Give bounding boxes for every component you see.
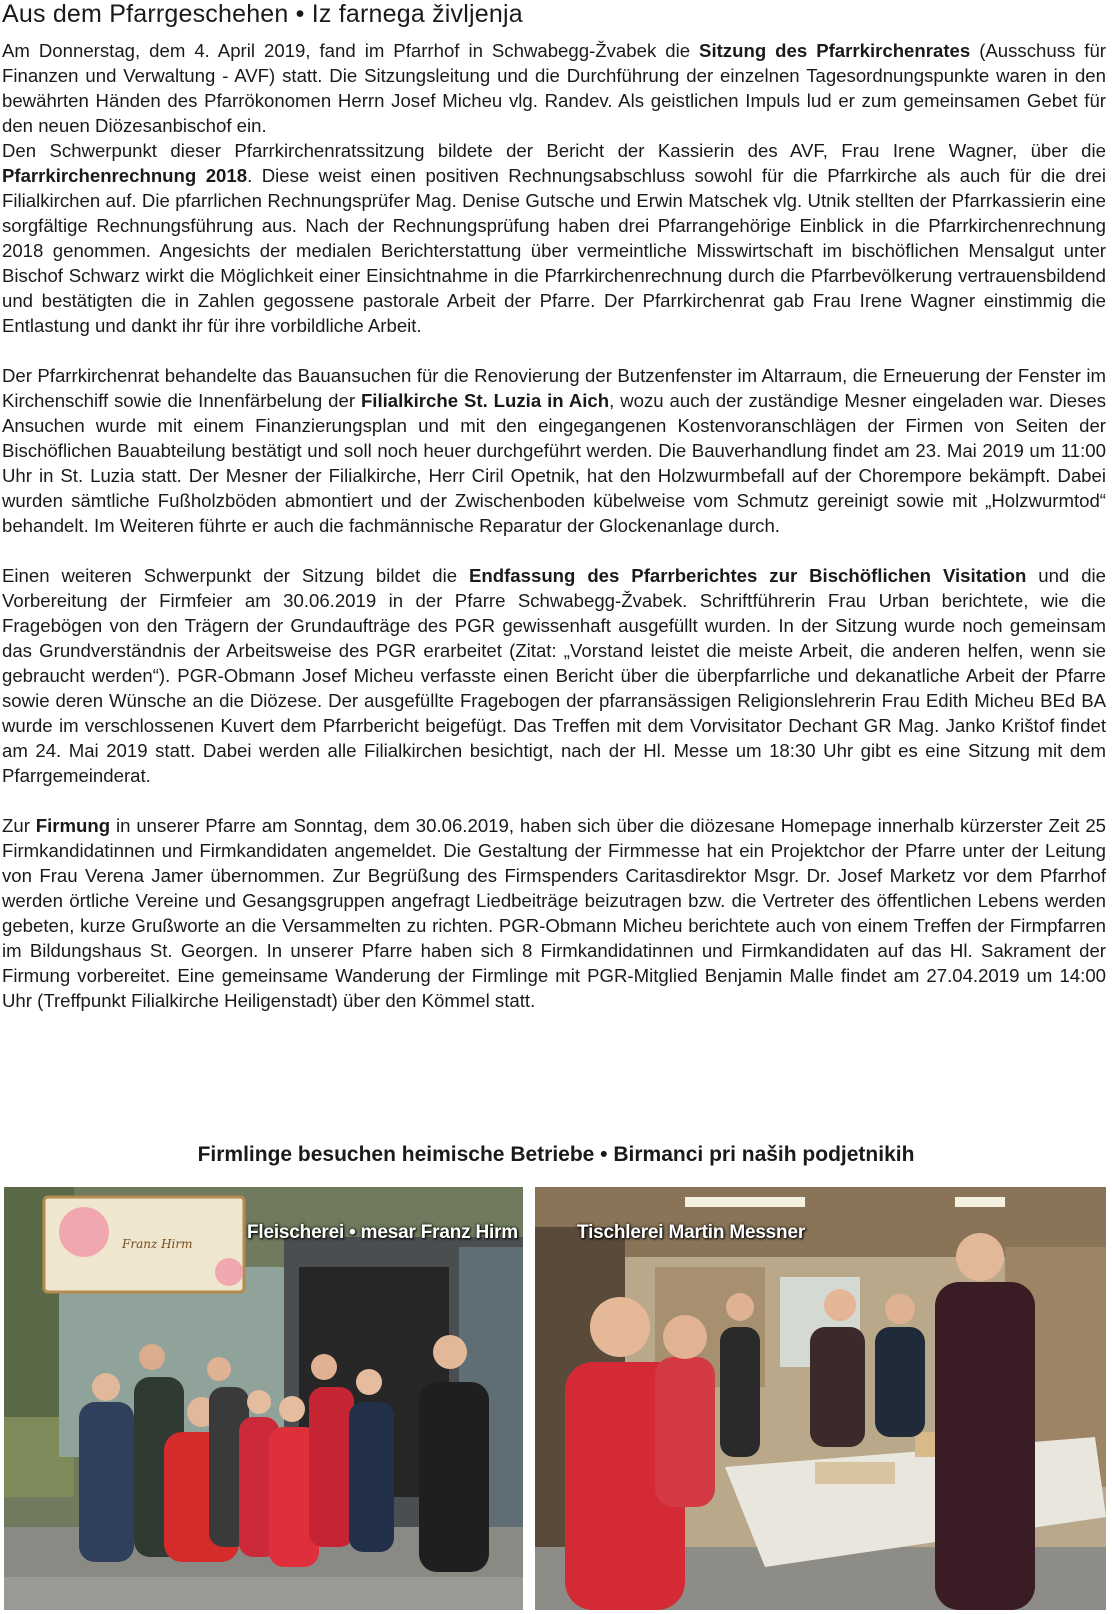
caption-butcher: Fleischerei • mesar Franz Hirm	[247, 1222, 518, 1243]
bold-run: Sitzung des Pfarrkirchenrates	[699, 40, 971, 61]
paragraph-visitation	[2, 563, 1106, 788]
caption-carpentry: Tischlerei Martin Messner	[577, 1222, 806, 1243]
text-run: Den Schwerpunkt dieser Pfarrkirchenratssitzung bildete der Bericht der Kassierin des AVF, Frau Irene Wagner, über die	[2, 140, 1106, 161]
shop-sign-text: Franz Hirm	[122, 1237, 193, 1251]
photos-section-title: Firmlinge besuchen heimische Betriebe • Birmanci pri naših podjetnikih	[197, 1143, 915, 1166]
text-run: Einen weiteren Schwerpunkt der Sitzung bildet die	[2, 565, 469, 586]
text-run: und die Vorbereitung der Firmfeier am 30.06.2019 in der Pfarre Schwabegg-Žvabek. Schriftführerin Frau Urban berichtete, wie die Fragebögen von den Trägern der Grundaufträge des PGR gewissenhaft ausgefüllt wurden. In der Sitzung wurde noch gemeinsam das Grundverständnis der Arbeitsweise des PGR erarbeitet (Zitat: „Vorstand leistet die meiste Arbeit, die anderen helfen, wenn sie gebraucht werden“). PGR-Obmann Josef Micheu verfasste einen Bericht über die überpfarrliche und dekanatliche Arbeit der Pfarre sowie deren Wünsche an die Diözese. Der ausgefüllte Fragebogen der pfarransässigen Religionslehrerin Frau Edith Micheu BEd BA wurde im verschlossenen Kuvert dem Pfarrbericht beigefügt. Das Treffen mit dem Vorvisitator Dechant GR Mag. Janko Krištof findet am 24. Mai 2019 statt. Dabei werden alle Filialkirchen besichtigt, nach der Hl. Messe um 18:30 Uhr gibt es eine Sitzung mit dem Pfarrgemeinderat.	[2, 565, 1107, 786]
paragraph-confirmation	[2, 813, 1106, 1013]
bold-run: Pfarrkirchenrechnung 2018	[2, 165, 248, 186]
carpentry-workshop-illustration	[535, 1187, 1106, 1610]
text-run: Der Pfarrkirchenrat behandelte das Bauansuchen für die Renovierung der Butzenfenster im Altarraum, die Erneuerung der Fenster im Kirchenschiff sowie die Innenfärbelung der	[2, 365, 1106, 411]
page-title: Aus dem Pfarrgeschehen • Iz farnega življenja	[2, 0, 523, 28]
bold-run: Firmung	[35, 815, 111, 836]
butcher-shop-illustration	[4, 1187, 523, 1610]
text-run: , wozu auch der zuständige Mesner eingeladen war. Dieses Ansuchen wurde mit einem Finanzierungsplan und mit den eingegangenen Kostenvoranschlägen der Firmen von Seiten der Bischöflichen Bauabteilung bestätigt und soll noch heuer durchgeführt werden. Die Bauverhandlung findet am 23. Mai 2019 um 11:00 Uhr in St. Luzia statt. Der Mesner der Filialkirche, Herr Ciril Opetnik, hat den Holzwurmbefall auf der Chorempore bekämpft. Dabei wurden sämtliche Fußholzböden abmontiert und der Zwischenboden kübelweise vom Schmutz gereinigt sowie mit „Holzwurmtod“ behandelt. Im Weiteren führte er auch die fachmännische Reparatur der Glockenanlage durch.	[2, 390, 1106, 536]
text-run: Zur	[2, 815, 36, 836]
paragraph-church-renovation	[2, 363, 1106, 538]
article-body	[2, 38, 1106, 1013]
photo-butcher-shop	[4, 1187, 523, 1610]
paragraph-parish-accounts	[2, 138, 1106, 338]
photo-carpentry-workshop	[535, 1187, 1106, 1610]
bold-run: Filialkirche St. Luzia in Aich	[360, 390, 610, 411]
text-run: (Ausschuss für Finanzen und Verwaltung - AVF) statt. Die Sitzungsleitung und die Durchführung der einzelnen Tagesordnungspunkte waren in den bewährten Händen des Pfarrökonomen Herrn Josef Micheu vlg. Randev. Als geistlichen Impuls lud er zum gemeinsamen Gebet für den neuen Diözesanbischof ein.	[2, 40, 1106, 136]
text-run: . Diese weist einen positiven Rechnungsabschluss sowohl für die Pfarrkirche als auch für die drei Filialkirchen auf. Die pfarrlichen Rechnungsprüfer Mag. Denise Gutsche und Erwin Matschek vlg. Utnik stellten der Pfarrkassierin eine sorgfältige Rechnungsführung aus. Nach der Rechnungsprüfung haben drei Pfarrangehörige Einblick in die Pfarrkirchenrechnung 2018 genommen. Angesichts der medialen Berichterstattung über vermeintliche Misswirtschaft im bischöflichen Mensalgut unter Bischof Schwarz wirkt die Möglichkeit einer Einsichtnahme in die Pfarrkirchenrechnung durch die Pfarrbevölkerung vertrauensbildend und bestätigten die in Zahlen gegossene pastorale Arbeit der Pfarre. Der Pfarrkirchenrat gab Frau Irene Wagner einstimmig die Entlastung und dankt ihr für ihre vorbildliche Arbeit.	[2, 165, 1106, 336]
paragraph-council-meeting	[2, 38, 1106, 138]
bold-run: Endfassung des Pfarrberichtes zur Bischöflichen Visitation	[468, 565, 1027, 586]
text-run: Am Donnerstag, dem 4. April 2019, fand im Pfarrhof in Schwabegg-Žvabek die	[2, 40, 700, 61]
text-run: in unserer Pfarre am Sonntag, dem 30.06.2019, haben sich über die diözesane Homepage innerhalb kürzerster Zeit 25 Firmkandidatinnen und Firmkandidaten angemeldet. Die Gestaltung der Firmmesse hat ein Projektchor der Pfarre unter der Leitung von Frau Verena Jamer übernommen. Zur Begrüßung des Firmspenders Caritasdirektor Msgr. Dr. Josef Marketz vor dem Pfarrhof werden örtliche Vereine und Gesangsgruppen angefragt Liedbeiträge beizutragen bzw. die Vertreter des öffentlichen Lebens werden gebeten, kurze Grußworte an die Versammelten zu richten. PGR-Obmann Micheu berichtete auch von einem Treffen der Firmpfarren im Bildungshaus St. Georgen. In unserer Pfarre haben sich 8 Firmkandidatinnen und Firmkandidaten auf das Hl. Sakrament der Firmung vorbereitet. Eine gemeinsame Wanderung der Firmlinge mit PGR-Mitglied Benjamin Malle findet am 27.04.2019 um 14:00 Uhr (Treffpunkt Filialkirche Heiligenstadt) über den Kömmel statt.	[2, 815, 1107, 1011]
